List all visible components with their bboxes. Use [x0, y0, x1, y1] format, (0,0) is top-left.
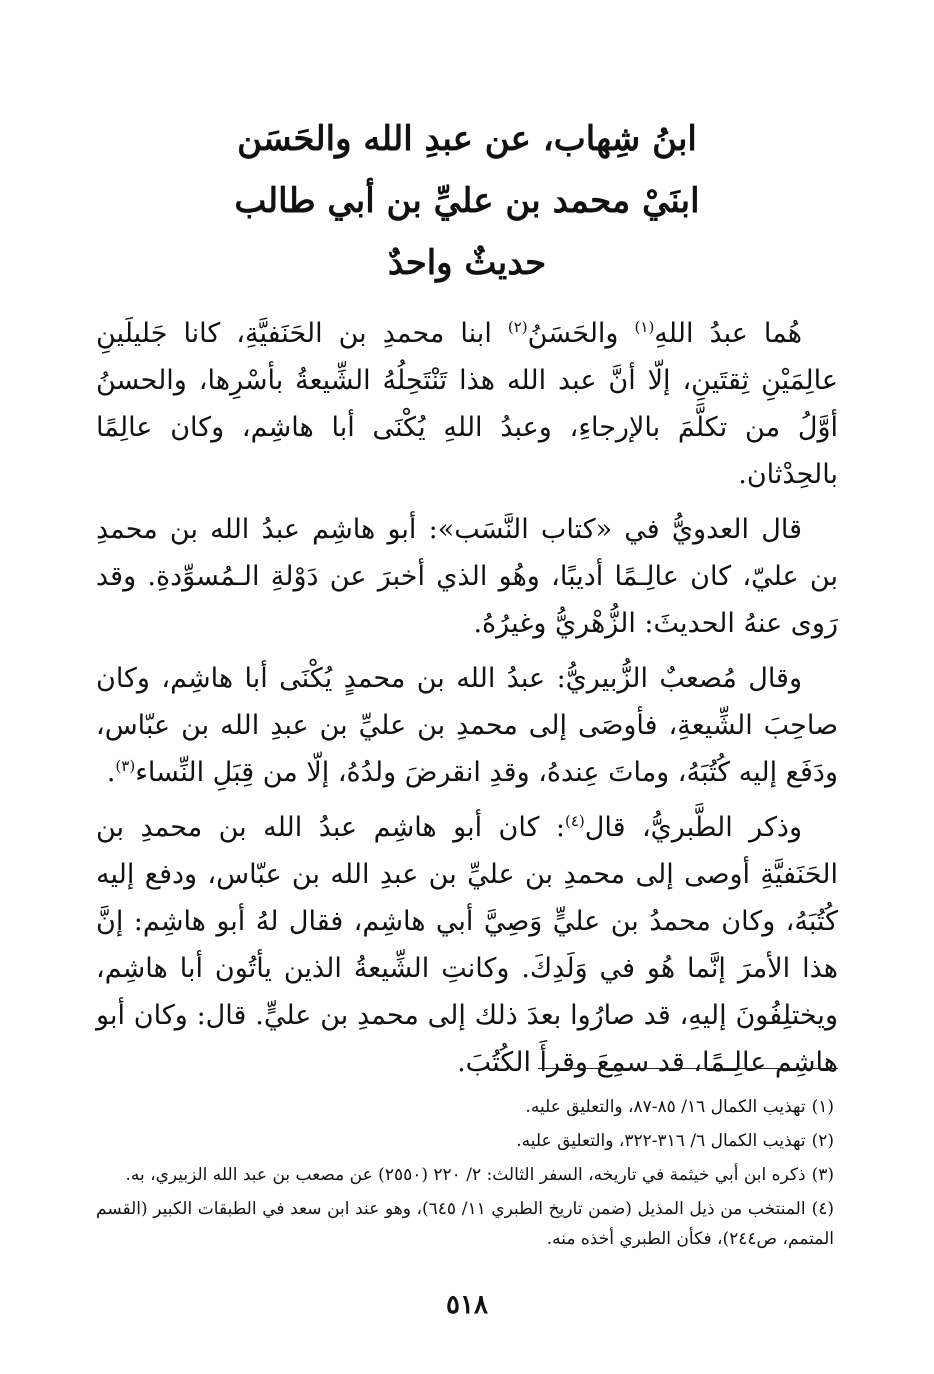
heading-line-2: ابنَيْ محمد بن عليِّ بن أبي طالب [234, 181, 700, 221]
chapter-heading [100, 108, 834, 294]
main-text [96, 310, 838, 1094]
heading-line-1: ابنُ شِهاب، عن عبدِ الله والحَسَن [237, 119, 697, 159]
footnote-ref-4: (٤) [564, 812, 585, 830]
footnote-number: (٣) [811, 1165, 834, 1185]
paragraph-text: هُما عبدُ اللهِ [654, 318, 803, 349]
footnote-3 [96, 1160, 834, 1190]
footnote-number: (٤) [811, 1199, 834, 1219]
footnote-2 [96, 1126, 834, 1156]
paragraph-text: . [106, 757, 116, 788]
footnote-ref-3: (٣) [115, 757, 136, 775]
paragraph-3 [96, 655, 838, 796]
footnotes [96, 1092, 834, 1258]
paragraph-4 [96, 804, 838, 1086]
paragraph-2 [96, 506, 838, 647]
page-number: ٥١٨ [446, 1290, 488, 1320]
paragraph-text: وقال مُصعبٌ الزُّبيريُّ: عبدُ الله بن محمدٍ يُكْنَى أبا هاشِم، وكان صاحِبَ الشِّيعةِ، فأوصَى إلى محمدِ بن عليِّ بن عبدِ الله بن عبّاس، ودَفَع إليه كُتُبَهُ، وماتَ عِندهُ، وقدِ انقرضَ ولدُهُ، إلّا من قِبَلِ النِّساء [96, 663, 838, 788]
footnote-text: المنتخب من ذيل المذيل (ضمن تاريخ الطبري ١١/ ٦٤٥)، وهو عند ابن سعد في الطبقات الكبير (القسم المتمم، ص٢٤٤)، فكأن الطبري أخذه منه. [96, 1199, 834, 1249]
heading-line-3: حديثٌ واحدٌ [387, 243, 547, 283]
footnote-number: (١) [811, 1097, 834, 1117]
footnote-text: تهذيب الكمال ٦/ ٣١٦-٣٢٢، والتعليق عليه. [516, 1131, 806, 1151]
paragraph-text: : كان أبو هاشِم عبدُ الله بن محمدِ بن الحَنَفيَّةِ أوصى إلى محمدِ بن عليِّ بن عبدِ الله بن عبّاس، ودفع إليه كُتُبَهُ، وكان محمدُ بن عليٍّ وَصِيَّ أبي هاشِم، فقال لهُ أبو هاشِم: إنَّ هذا الأمرَ إنَّما هُو في وَلَدِكَ. وكانتِ الشِّيعةُ الذين يأتُون أبا هاشِم، ويختلِفُونَ إليهِ، قد صارُوا بعدَ ذلك إلى محمدِ بن عليٍّ. قال: وكان أبو هاشِم عالِـمًا، قد سمِعَ وقرأَ الكُتُبَ. [96, 812, 838, 1078]
footnote-text: ذكره ابن أبي خيثمة في تاريخه، السفر الثالث: ٢/ ٢٢٠ (٢٥٥٠) عن مصعب بن عبد الله الزبيري، به. [125, 1165, 806, 1185]
paragraph-text: وذكر الطَّبريُّ، قال [584, 812, 802, 843]
footnote-4 [96, 1194, 834, 1254]
paragraph-1 [96, 310, 838, 498]
footnote-number: (٢) [811, 1131, 834, 1151]
footnote-ref-2: (٢) [507, 318, 528, 336]
paragraph-text: قال العدويُّ في «كتاب النَّسَب»: أبو هاشِم عبدُ الله بن محمدِ بن عليّ، كان عالِـمًا أديبًا، وهُو الذي أخبرَ عن دَوْلةِ الـمُسوِّدةِ. وقد رَوى عنهُ الحديثَ: الزُّهْريُّ وغيرُهُ. [96, 514, 838, 639]
paragraph-text: ابنا محمدِ بن الحَنَفيَّةِ، كانا جَليلَينِ عالِمَيْنِ ثِقتَينِ، إلّا أنَّ عبد الله هذا تَنْتَحِلُهُ الشِّيعةُ بأسْرِها، والحسنُ أوَّلُ من تكلَّمَ بالإرجاءِ، وعبدُ اللهِ يُكْنَى أبا هاشِم، وكان عالِمًا بالحِدْثان. [96, 318, 838, 490]
footnote-text: تهذيب الكمال ١٦/ ٨٥-٨٧، والتعليق عليه. [525, 1097, 806, 1117]
footnote-ref-1: (١) [634, 318, 655, 336]
paragraph-text: والحَسَنُ [527, 318, 635, 349]
footnote-divider [538, 1068, 838, 1069]
footnote-1 [96, 1092, 834, 1122]
